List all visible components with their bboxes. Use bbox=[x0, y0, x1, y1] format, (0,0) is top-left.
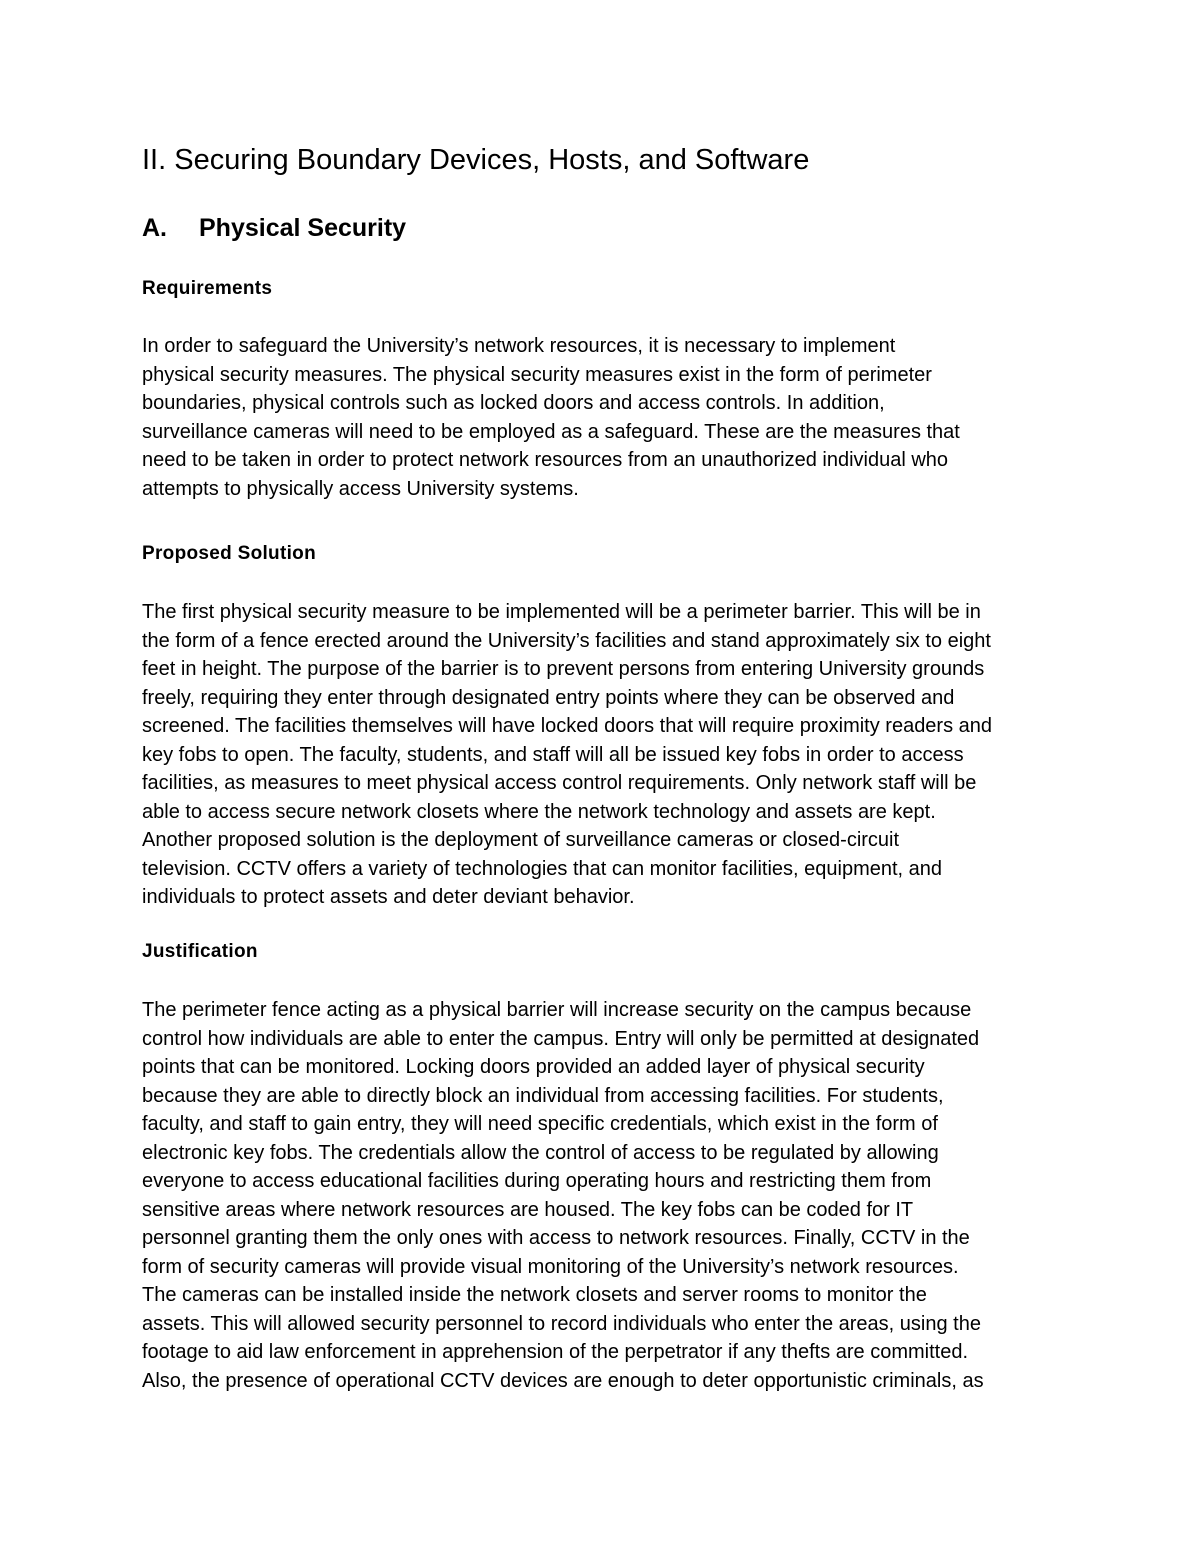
paragraph-line: boundaries, physical controls such as locked doors and access controls. In addition, bbox=[142, 392, 885, 414]
paragraph-line: form of security cameras will provide visual monitoring of the University’s network resources. bbox=[142, 1255, 959, 1278]
paragraph-line: surveillance cameras will need to be employed as a safeguard. These are the measures that bbox=[142, 420, 960, 443]
proposed-solution-paragraph bbox=[142, 598, 992, 912]
paragraph-line: facilities, as measures to meet physical access control requirements. Only network staff will be bbox=[142, 772, 977, 794]
paragraph-line: The cameras can be installed inside the network closets and server rooms to monitor the bbox=[142, 1284, 927, 1306]
paragraph-line: individuals to protect assets and deter deviant behavior. bbox=[142, 886, 635, 908]
paragraph-line: footage to aid law enforcement in apprehension of the perpetrator if any thefts are committed. bbox=[142, 1341, 969, 1363]
section-letter: A. bbox=[142, 214, 167, 242]
paragraph-line: points that can be monitored. Locking doors provided an added layer of physical security bbox=[142, 1056, 925, 1078]
paragraph-line: sensitive areas where network resources are housed. The key fobs can be coded for IT bbox=[142, 1198, 914, 1221]
requirements-paragraph bbox=[142, 332, 960, 503]
paragraph-line: television. CCTV offers a variety of technologies that can monitor facilities, equipment, and bbox=[142, 857, 943, 880]
paragraph-line: The first physical security measure to be implemented will be a perimeter barrier. This will be in bbox=[142, 601, 981, 623]
paragraph-line: need to be taken in order to protect network resources from an unauthorized individual who bbox=[142, 449, 949, 471]
paragraph-line: able to access secure network closets where the network technology and assets are kept. bbox=[142, 800, 936, 823]
paragraph-line: physical security measures. The physical security measures exist in the form of perimeter bbox=[142, 363, 932, 386]
paragraph-line: electronic key fobs. The credentials allow the control of access to be regulated by allowing bbox=[142, 1141, 939, 1164]
proposed-solution-heading: Proposed Solution bbox=[142, 543, 316, 564]
justification-paragraph bbox=[142, 996, 984, 1395]
paragraph-line: personnel granting them the only ones with access to network resources. Finally, CCTV in the bbox=[142, 1227, 970, 1249]
paragraph-line: key fobs to open. The faculty, students, and staff will all be issued key fobs in order to access bbox=[142, 743, 964, 766]
section-title: Physical Security bbox=[199, 214, 407, 242]
paragraph-line: screened. The facilities themselves will have locked doors that will require proximity readers and bbox=[142, 715, 993, 737]
paragraph-line: attempts to physically access University systems. bbox=[142, 477, 579, 500]
justification-heading: Justification bbox=[142, 941, 258, 962]
paragraph-line: control how individuals are able to enter the campus. Entry will only be permitted at designated bbox=[142, 1027, 980, 1050]
paragraph-line: faculty, and staff to gain entry, they will need specific credentials, which exist in the form of bbox=[142, 1113, 938, 1135]
requirements-heading: Requirements bbox=[142, 278, 273, 299]
paragraph-line: assets. This will allowed security personnel to record individuals who enter the areas, using the bbox=[142, 1312, 981, 1335]
paragraph-line: because they are able to directly block an individual from accessing facilities. For students, bbox=[142, 1084, 944, 1107]
paragraph-line: Another proposed solution is the deployment of surveillance cameras or closed-circuit bbox=[142, 829, 900, 851]
paragraph-line: everyone to access educational facilities during operating hours and restricting them from bbox=[142, 1170, 932, 1192]
paragraph-line: Also, the presence of operational CCTV devices are enough to deter opportunistic criminals, as bbox=[142, 1369, 984, 1392]
paragraph-line: the form of a fence erected around the University’s facilities and stand approximately six to eight bbox=[142, 629, 991, 652]
section-heading bbox=[142, 210, 406, 246]
paragraph-line: In order to safeguard the University’s network resources, it is necessary to implement bbox=[142, 335, 896, 357]
paragraph-line: freely, requiring they enter through designated entry points where they can be observed and bbox=[142, 686, 955, 709]
paragraph-line: The perimeter fence acting as a physical barrier will increase security on the campus because bbox=[142, 999, 972, 1021]
document-title: II. Securing Boundary Devices, Hosts, and Software bbox=[142, 144, 810, 176]
paragraph-line: feet in height. The purpose of the barrier is to prevent persons from entering University grounds bbox=[142, 658, 985, 680]
